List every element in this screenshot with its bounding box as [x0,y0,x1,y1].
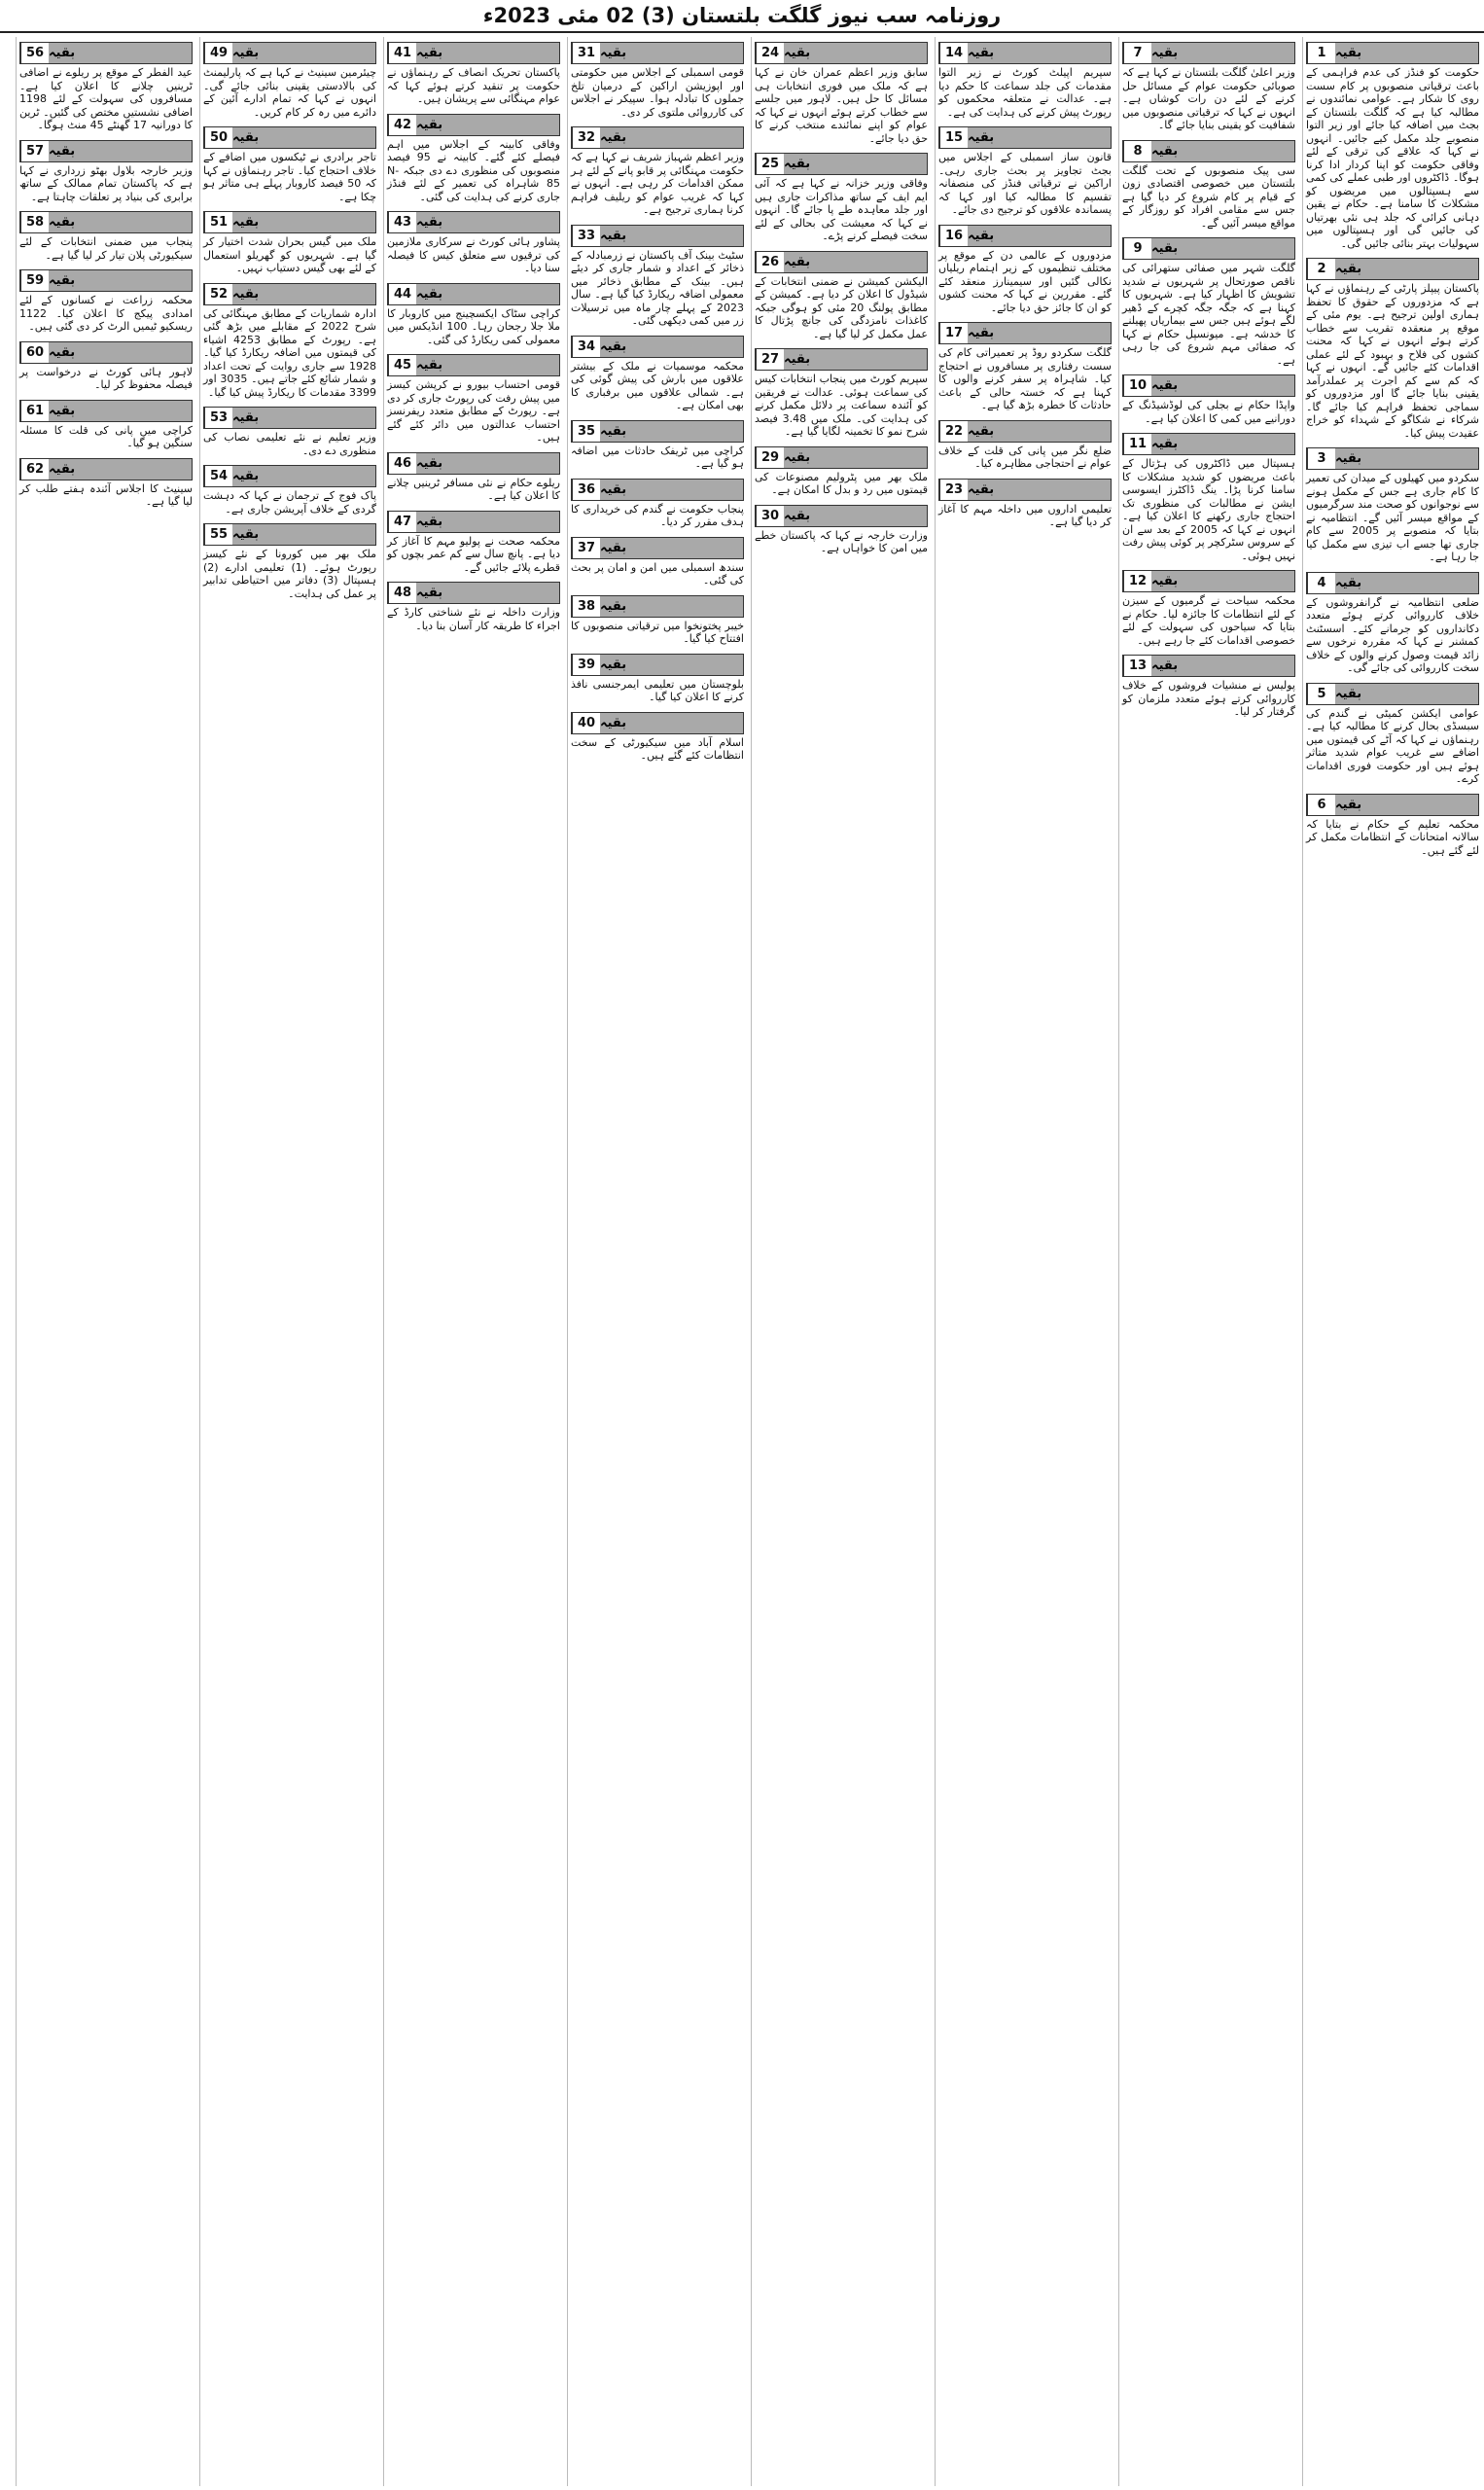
news-block [17,453,195,512]
continuation-label: بقیہ [784,154,927,174]
continuation-header [203,407,376,429]
news-block [568,415,747,474]
news-block [384,109,563,207]
continuation-label: بقیہ [968,323,1111,343]
news-block [200,402,379,460]
news-block [200,518,379,603]
continuation-header [938,322,1112,344]
block-number: 53 [204,408,232,428]
continuation-label: بقیہ [600,43,743,63]
news-block [200,278,379,403]
block-number: 5 [1307,684,1335,704]
news-block [752,343,931,442]
block-number: 56 [20,43,49,63]
article-text: وفاقی کابینہ کے اجلاس میں اہم فیصلے کئے گئے۔ کابینہ نے 95 فیصد منصوبوں کی منظوری دے دی جبکہ N-85 شاہراہ کی تعمیر کے لئے فنڈز جاری کرنے کی ہدایت کی گئی۔ [387,137,560,203]
continuation-header [571,479,744,501]
continuation-header [387,283,560,305]
news-block [1119,135,1298,233]
continuation-label: بقیہ [784,506,927,526]
continuation-header [1122,42,1295,64]
continuation-label: بقیہ [232,408,375,428]
article-text: الیکشن کمیشن نے ضمنی انتخابات کے شیڈول کا اعلان کر دیا ہے۔ کمیشن کے مطابق پولنگ 20 مئی کو ہوگی جبکہ کاغذات نامزدگی کی جانچ پڑتال کا عمل مکمل کر لیا گیا ہے۔ [755,274,928,340]
continuation-header [571,420,744,443]
article-text: قانون ساز اسمبلی کے اجلاس میں بجٹ تجاویز پر بحث جاری رہی۔ اراکین نے ترقیاتی فنڈز کی منصفانہ تقسیم کا مطالبہ کیا اور کہا کہ پسماندہ علاقوں کو ترجیح دی جائے۔ [938,151,1112,216]
continuation-header [203,283,376,305]
continuation-label: بقیہ [600,480,743,500]
block-number: 38 [572,596,600,617]
continuation-label: بقیہ [232,43,375,63]
news-block [17,206,195,265]
block-number: 62 [20,459,49,480]
continuation-label: بقیہ [1335,259,1478,279]
news-block [200,122,379,206]
article-text: بلوچستان میں تعلیمی ایمرجنسی نافذ کرنے کا اعلان کیا گیا۔ [571,677,744,703]
article-text: حکومت کو فنڈز کی عدم فراہمی کے باعث ترقیاتی منصوبوں پر کام سست روی کا شکار ہے۔ عوامی نمائندوں نے مطالبہ کیا ہے کہ گلگت بلتستان کے بجٹ میں اضافہ کیا جائے اور زیر التوا منصوبے جلد مکمل کیے جائیں۔ انہوں نے کہا کہ علاقے کی ترقی کے لئے وفاقی حکومت کو اپنا کردار ادا کرنا ہوگا۔ ڈاکٹروں اور طبی عملے کی کمی سے ہسپتالوں میں مریضوں کو مشکلات کا سامنا ہے۔ حکام نے یقین دہانی کرائی کہ جلد ہی نئی بھرتیاں کی جائیں گی اور ہسپتالوں میں سہولیات بہتر بنائی جائیں گی۔ [1306,66,1479,250]
news-block [17,265,195,337]
block-number: 41 [388,43,416,63]
continuation-label: بقیہ [49,342,192,363]
continuation-label: بقیہ [1335,795,1478,815]
continuation-header [755,505,928,527]
news-block [752,37,931,148]
continuation-header [387,42,560,64]
article-text: وزارت خارجہ نے کہا کہ پاکستان خطے میں امن کا خواہاں ہے۔ [755,528,928,554]
block-number: 22 [939,421,968,442]
block-number: 59 [20,270,49,291]
news-block [200,37,379,122]
news-block [936,37,1114,122]
news-block [200,206,379,278]
continuation-label: بقیہ [416,355,559,375]
article-text: سکردو میں کھیلوں کے میدان کی تعمیر کا کام جاری ہے جس کے مکمل ہونے سے نوجوانوں کو صحت مند سرگرمیوں کے مواقع میسر آئیں گے۔ انتظامیہ نے بتایا کہ منصوبے پر 2005 سے کام جاری تھا جسے اب تیزی سے مکمل کیا جا رہا ہے۔ [1306,472,1479,563]
block-number: 3 [1307,448,1335,469]
column-7 [199,37,379,2486]
continuation-header [19,140,193,162]
continuation-header [938,420,1112,443]
continuation-header [755,446,928,469]
block-number: 46 [388,453,416,474]
block-number: 49 [204,43,232,63]
article-text: پاک فوج کے ترجمان نے کہا کہ دہشت گردی کے خلاف آپریشن جاری ہے۔ [203,489,376,516]
continuation-label: بقیہ [1335,43,1478,63]
continuation-label: بقیہ [49,43,192,63]
article-text: سپریم کورٹ میں پنجاب انتخابات کیس کی سماعت ہوئی۔ عدالت نے فریقین کو آئندہ سماعت پر دلائل مکمل کرنے کی ہدایت کی۔ ملک میں 3.48 فیصد شرح نمو کا تخمینہ لگایا گیا ہے۔ [755,373,929,438]
continuation-label: بقیہ [968,421,1111,442]
article-text: محکمہ زراعت نے کسانوں کے لئے امدادی پیکج کا اعلان کیا۔ 1122 ریسکیو ٹیمیں الرٹ کر دی گئی ہیں۔ [19,294,193,333]
column-2 [1118,37,1298,2486]
block-number: 26 [756,252,784,272]
news-block [1119,232,1298,370]
continuation-label: بقیہ [1335,448,1478,469]
block-number: 55 [204,524,232,545]
article-text: قومی احتساب بیورو نے کرپشن کیسز میں پیش رفت کی رپورٹ جاری کر دی ہے۔ رپورٹ کے مطابق متعدد ریفرنسز احتساب عدالتوں میں دائر کئے گئے ہیں۔ [387,378,560,444]
continuation-header [387,114,560,136]
continuation-label: بقیہ [232,127,375,148]
continuation-label: بقیہ [416,212,559,232]
block-number: 30 [756,506,784,526]
article-text: وزیر خارجہ بلاول بھٹو زرداری نے کہا ہے کہ پاکستان تمام ممالک کے ساتھ برابری کی بنیاد پر تعلقات چاہتا ہے۔ [19,163,193,203]
block-number: 60 [20,342,49,363]
article-text: کراچی میں پانی کی قلت کا مسئلہ سنگین ہو گیا۔ [19,423,193,449]
continuation-header [19,211,193,233]
article-text: سی پیک منصوبوں کے تحت گلگت بلتستان میں خصوصی اقتصادی زون کے قیام پر کام شروع کر دیا گیا ہے جس سے مقامی افراد کو روزگار کے مواقع میسر آئیں گے۔ [1122,163,1295,230]
article-text: لاہور ہائی کورٹ نے درخواست پر فیصلہ محفوظ کر لیا۔ [19,365,193,391]
block-number: 13 [1123,656,1151,676]
continuation-label: بقیہ [49,212,192,232]
continuation-header [1122,374,1295,397]
block-number: 37 [572,538,600,558]
continuation-header [1122,433,1295,455]
news-block [384,577,563,635]
block-number: 39 [572,655,600,675]
continuation-label: بقیہ [1151,43,1294,63]
news-block [752,246,931,344]
article-text: محکمہ صحت نے پولیو مہم کا آغاز کر دیا ہے۔ پانچ سال سے کم عمر بچوں کو قطرے پلائے جائیں گے۔ [387,534,560,574]
continuation-header [571,42,744,64]
continuation-header [387,511,560,533]
continuation-header [571,654,744,676]
news-block [568,649,747,707]
continuation-label: بقیہ [784,43,927,63]
article-text: ضلعی انتظامیہ نے گرانفروشوں کے خلاف کارروائی کرتے ہوئے متعدد دکانداروں کو جرمانے کئے۔ اسسٹنٹ کمشنر نے کہا کہ مقررہ نرخوں سے زائد قیمت وصول کرنے والوں کے خلاف سخت کارروائی کی جائے گی۔ [1306,595,1479,674]
article-text: ریلوے حکام نے نئی مسافر ٹرینیں چلانے کا اعلان کیا ہے۔ [387,476,560,502]
article-text: چیئرمین سینیٹ نے کہا ہے کہ پارلیمنٹ کی بالادستی یقینی بنائی جائے گی۔ انہوں نے کہا کہ تمام ادارے آئین کے دائرے میں رہ کر کام کریں۔ [203,66,376,119]
article-text: سپریم اپیلٹ کورٹ نے زیر التوا مقدمات کی جلد سماعت کا حکم دیا ہے۔ عدالت نے متعلقہ محکموں کو رپورٹ پیش کرنے کی ہدایت کی ہے۔ [938,66,1112,119]
continuation-label: بقیہ [600,337,743,357]
article-text: محکمہ موسمیات نے ملک کے بیشتر علاقوں میں بارش کی پیش گوئی کی ہے۔ شمالی علاقوں میں برفباری کا بھی امکان ہے۔ [571,359,744,411]
masthead [0,0,1484,33]
article-text: ملک بھر میں کورونا کے نئے کیسز رپورٹ ہوئے۔ (1) تعلیمی ادارے (2) ہسپتال (3) دفاتر میں احتیاطی تدابیر پر عمل کی ہدایت۔ [203,548,377,600]
article-text: وزیر تعلیم نے نئے تعلیمی نصاب کی منظوری دے دی۔ [203,431,376,457]
news-block [384,206,563,278]
continuation-label: بقیہ [600,538,743,558]
block-number: 25 [756,154,784,174]
continuation-header [1122,655,1295,677]
news-block [752,442,931,500]
continuation-header [203,211,376,233]
continuation-header [19,269,193,292]
news-block [17,395,195,453]
continuation-label: بقیہ [968,226,1111,246]
continuation-label: بقیہ [49,141,192,161]
block-number: 54 [204,466,232,486]
news-block [1303,678,1482,789]
block-number: 32 [572,127,600,148]
continuation-header [938,42,1112,64]
continuation-label: بقیہ [1335,573,1478,593]
continuation-label: بقیہ [416,43,559,63]
article-text: پنجاب میں ضمنی انتخابات کے لئے سیکیورٹی پلان تیار کر لیا گیا ہے۔ [19,235,193,262]
continuation-label: بقیہ [1151,571,1294,591]
continuation-label: بقیہ [1335,684,1478,704]
continuation-header [203,465,376,487]
block-number: 27 [756,349,784,370]
continuation-header [938,479,1112,501]
continuation-header [1306,572,1479,594]
block-number: 7 [1123,43,1151,63]
news-block [384,349,563,447]
continuation-header [755,153,928,175]
article-text: وفاقی وزیر خزانہ نے کہا ہے کہ آئی ایم ایف کے ساتھ مذاکرات جاری ہیں اور جلد معاہدہ طے پا جائے گا۔ انہوں نے کہا کہ معیشت کی بحالی کے لئے سخت فیصلے کرنے پڑے۔ [755,177,928,242]
block-number: 36 [572,480,600,500]
continuation-label: بقیہ [1151,141,1294,161]
continuation-header [1306,683,1479,705]
article-text: پاکستان پیپلز پارٹی کے رہنماؤں نے کہا ہے کہ مزدوروں کے حقوق کا تحفظ ہماری اولین ترجیح ہے۔ یوم مئی کے موقع پر منعقدہ تقریب سے خطاب کرتے ہوئے انہوں نے کہا کہ محنت کشوں کی فلاح و بہبود کے لئے عملی اقدامات کئے جائیں گے۔ انہوں نے کہا کہ کم سے کم اجرت پر عملدرآمد یقینی بنایا جائے گا اور مزدوروں کو سماجی تحفظ فراہم کیا جائے گا۔ شرکاء نے شکاگو کے شہداء کو خراج عقیدت پیش کیا۔ [1306,282,1479,440]
continuation-label: بقیہ [49,459,192,480]
continuation-header [387,452,560,475]
block-number: 1 [1307,43,1335,63]
article-text: سٹیٹ بینک آف پاکستان نے زرمبادلہ کے ذخائر کے اعداد و شمار جاری کر دیئے ہیں۔ بینک کے مطابق ذخائر میں معمولی اضافہ ریکارڈ کیا گیا ہے۔ سال 2023 کے پہلے چار ماہ میں ترسیلات زر میں کمی دیکھی گئی۔ [571,248,744,327]
continuation-header [19,458,193,480]
block-number: 34 [572,337,600,357]
continuation-label: بقیہ [600,713,743,733]
article-text: گلگت شہر میں صفائی ستھرائی کی ناقص صورتحال پر شہریوں نے شدید تشویش کا اظہار کیا ہے۔ شہریوں کا کہنا ہے کہ جگہ جگہ کچرے کے ڈھیر لگے ہوئے ہیں جس سے بیماریاں پھیلنے کا خدشہ ہے۔ میونسپل حکام نے کہا کہ صفائی مہم شروع کی جا رہی ہے۔ [1122,262,1295,367]
news-block [1119,650,1298,722]
news-block [936,415,1114,474]
block-number: 57 [20,141,49,161]
news-block [752,500,931,558]
article-text: پشاور ہائی کورٹ نے سرکاری ملازمین کی ترقیوں سے متعلق کیس کا فیصلہ سنا دیا۔ [387,235,560,274]
block-number: 42 [388,115,416,135]
block-number: 9 [1123,238,1151,259]
news-block [384,506,563,578]
continuation-label: بقیہ [416,284,559,304]
news-block [17,37,195,135]
news-block [568,122,747,220]
article-text: گلگت سکردو روڈ پر تعمیراتی کام کی سست رفتاری پر مسافروں نے احتجاج کیا۔ شاہراہ پر سفر کرنے والوں کا کہنا ہے کہ خستہ حالی کے باعث حادثات کا خطرہ بڑھ گیا ہے۔ [938,346,1112,411]
continuation-label: بقیہ [968,480,1111,500]
continuation-label: بقیہ [784,349,927,370]
continuation-label: بقیہ [416,512,559,532]
article-text: پاکستان تحریک انصاف کے رہنماؤں نے حکومت پر تنقید کرتے ہوئے کہا کہ عوام مہنگائی سے پریشان ہیں۔ [387,66,560,105]
article-text: ملک بھر میں پٹرولیم مصنوعات کی قیمتوں میں رد و بدل کا امکان ہے۔ [755,470,928,496]
continuation-label: بقیہ [49,270,192,291]
continuation-header [1306,447,1479,470]
block-number: 51 [204,212,232,232]
continuation-header [571,336,744,358]
continuation-label: بقیہ [1151,434,1294,454]
continuation-header [203,42,376,64]
block-number: 52 [204,284,232,304]
column-6 [383,37,563,2486]
news-block [1303,253,1482,443]
column-8 [16,37,195,2486]
article-text: مزدوروں کے عالمی دن کے موقع پر مختلف تنظیموں کے زیر اہتمام ریلیاں نکالی گئیں اور سیمینارز منعقد کئے گئے۔ مقررین نے کہا کہ محنت کشوں کو ان کا جائز حق دیا جائے۔ [938,248,1112,314]
block-number: 50 [204,127,232,148]
continuation-label: بقیہ [968,127,1111,148]
continuation-label: بقیہ [49,401,192,421]
continuation-label: بقیہ [968,43,1111,63]
article-text: واپڈا حکام نے بجلی کی لوڈشیڈنگ کے دورانیے میں کمی کا اعلان کیا ہے۔ [1122,399,1295,425]
article-text: قومی اسمبلی کے اجلاس میں حکومتی اور اپوزیشن اراکین کے درمیان تلخ جملوں کا تبادلہ ہوا۔ سپیکر نے اجلاس کی کارروائی ملتوی کر دی۔ [571,66,744,119]
continuation-header [571,126,744,149]
news-block [200,460,379,518]
news-block [568,532,747,590]
article-text: سندھ اسمبلی میں امن و امان پر بحث کی گئی۔ [571,560,744,587]
continuation-label: بقیہ [784,447,927,468]
news-block [568,331,747,415]
block-number: 4 [1307,573,1335,593]
article-text: تعلیمی اداروں میں داخلہ مہم کا آغاز کر دیا گیا ہے۔ [938,502,1112,528]
continuation-header [203,126,376,149]
block-number: 35 [572,421,600,442]
block-number: 23 [939,480,968,500]
news-block [17,337,195,395]
article-text: وزیر اعظم شہباز شریف نے کہا ہے کہ حکومت مہنگائی پر قابو پانے کے لئے ہر ممکن اقدامات کر رہی ہے۔ انہوں نے کہا کہ غریب عوام کو ریلیف فراہم کرنا ہماری ترجیح ہے۔ [571,151,744,216]
block-number: 16 [939,226,968,246]
article-text: ادارہ شماریات کے مطابق مہنگائی کی شرح 2022 کے مقابلے میں بڑھ گئی ہے۔ رپورٹ کے مطابق 4253 اشیاء کی قیمتوں میں اضافہ ریکارڈ کیا گیا۔ 1928 سے جاری روایت کے تحت اعداد و شمار شائع کئے جاتے ہیں۔ 3035 اور 3399 مقدمات کا ریکارڈ پیش کیا گیا۔ [203,306,377,399]
continuation-header [571,712,744,734]
continuation-header [1122,237,1295,260]
news-block [1303,443,1482,567]
block-number: 33 [572,226,600,246]
continuation-label: بقیہ [232,524,375,545]
article-text: وزارت داخلہ نے نئے شناختی کارڈ کے اجراء کا طریقہ کار آسان بنا دیا۔ [387,606,560,632]
block-number: 2 [1307,259,1335,279]
continuation-header [1122,140,1295,162]
continuation-label: بقیہ [416,115,559,135]
article-text: محکمہ سیاحت نے گرمیوں کے سیزن کے لئے انتظامات کا جائزہ لیا۔ حکام نے بتایا کہ سیاحوں کی سہولت کے لئے خصوصی اقدامات کئے جا رہے ہیں۔ [1122,594,1295,647]
block-number: 11 [1123,434,1151,454]
block-number: 43 [388,212,416,232]
continuation-header [938,126,1112,149]
block-number: 45 [388,355,416,375]
news-block [1119,370,1298,428]
continuation-label: بقیہ [1151,238,1294,259]
column-3 [935,37,1114,2486]
continuation-label: بقیہ [232,212,375,232]
article-text: اسلام آباد میں سیکیورٹی کے سخت انتظامات کئے گئے ہیں۔ [571,735,744,762]
news-block [1303,37,1482,253]
continuation-header [387,354,560,376]
continuation-header [755,42,928,64]
news-block [1303,567,1482,678]
block-number: 24 [756,43,784,63]
continuation-header [387,211,560,233]
news-block [1119,565,1298,650]
news-block [568,590,747,649]
block-number: 44 [388,284,416,304]
article-text: سینیٹ کا اجلاس آئندہ ہفتے طلب کر لیا گیا ہے۔ [19,481,193,508]
continuation-header [571,537,744,559]
news-block [568,707,747,765]
continuation-header [387,582,560,604]
continuation-label: بقیہ [416,453,559,474]
continuation-label: بقیہ [600,421,743,442]
continuation-label: بقیہ [600,655,743,675]
article-text: وزیر اعلیٰ گلگت بلتستان نے کہا ہے کہ صوبائی حکومت عوام کے مسائل حل کرنے کے لئے دن رات کوشاں ہے۔ انہوں نے کہا کہ ترقیاتی منصوبوں میں شفافیت کو یقینی بنایا جائے گا۔ [1122,66,1295,131]
continuation-header [203,523,376,546]
continuation-label: بقیہ [600,127,743,148]
news-block [1119,428,1298,565]
block-number: 29 [756,447,784,468]
continuation-label: بقیہ [232,284,375,304]
news-block [936,122,1114,220]
continuation-header [755,348,928,371]
block-number: 10 [1123,375,1151,396]
block-number: 31 [572,43,600,63]
continuation-label: بقیہ [784,252,927,272]
article-text: کراچی سٹاک ایکسچینج میں کاروبار کا ملا جلا رجحان رہا۔ 100 انڈیکس میں معمولی کمی ریکارڈ کی گئی۔ [387,306,560,346]
continuation-header [755,251,928,273]
news-block [568,220,747,331]
column-1 [1302,37,1482,2486]
article-text: کراچی میں ٹریفک حادثات میں اضافہ ہو گیا ہے۔ [571,444,744,470]
article-text: عید الفطر کے موقع پر ریلوے نے اضافی ٹرینیں چلانے کا اعلان کیا ہے۔ مسافروں کی سہولت کے لئے 1198 اضافی نشستیں مختص کی گئیں۔ ٹرین کا دورانیہ 17 گھنٹے 45 منٹ ہوگا۔ [19,66,193,131]
block-number: 61 [20,401,49,421]
article-text: عوامی ایکشن کمیٹی نے گندم کی سبسڈی بحال کرنے کا مطالبہ کیا ہے۔ رہنماؤں نے کہا کہ آٹے کی قیمتوں میں اضافے سے غریب عوام شدید متاثر ہوئے ہیں اور حکومت فوری اقدامات کرے۔ [1306,706,1479,785]
continuation-header [571,225,744,247]
continuation-header [571,595,744,618]
column-4 [751,37,931,2486]
masthead-title: روزنامہ سب نیوز گلگت بلتستان (3) 02 مئی 2023ء [482,4,1002,27]
continuation-label: بقیہ [600,596,743,617]
news-block [568,37,747,122]
article-text: محکمہ تعلیم کے حکام نے بتایا کہ سالانہ امتحانات کے انتظامات مکمل کر لئے گئے ہیں۔ [1306,817,1479,857]
continuation-label: بقیہ [232,466,375,486]
columns-container [0,37,1484,2486]
continuation-header [19,400,193,422]
news-block [1303,789,1482,861]
block-number: 47 [388,512,416,532]
continuation-header [1122,570,1295,592]
block-number: 48 [388,583,416,603]
block-number: 8 [1123,141,1151,161]
continuation-label: بقیہ [416,583,559,603]
news-block [936,317,1114,415]
news-block [936,474,1114,532]
block-number: 14 [939,43,968,63]
block-number: 12 [1123,571,1151,591]
block-number: 6 [1307,795,1335,815]
article-text: خیبر پختونخوا میں ترقیاتی منصوبوں کا افتتاح کیا گیا۔ [571,619,744,645]
continuation-header [19,42,193,64]
news-block [568,474,747,532]
block-number: 58 [20,212,49,232]
article-text: تاجر برادری نے ٹیکسوں میں اضافے کے خلاف احتجاج کیا۔ تاجر رہنماؤں نے کہا کہ 50 فیصد کاروبار پہلے ہی متاثر ہو چکا ہے۔ [203,151,376,203]
continuation-header [19,341,193,364]
news-block [384,37,563,109]
continuation-header [1306,42,1479,64]
continuation-header [1306,794,1479,816]
continuation-label: بقیہ [1151,656,1294,676]
block-number: 15 [939,127,968,148]
block-number: 17 [939,323,968,343]
block-number: 40 [572,713,600,733]
continuation-header [938,225,1112,247]
news-block [17,135,195,207]
article-text: ہسپتال میں ڈاکٹروں کی ہڑتال کے باعث مریضوں کو شدید مشکلات کا سامنا کرنا پڑا۔ ینگ ڈاکٹرز ایسوسی ایشن نے مطالبات کی منظوری تک احتجاج جاری رکھنے کا اعلان کیا ہے۔ انہوں نے کہا کہ 2005 کے بعد سے ان کے سروس سٹرکچر پر کوئی پیش رفت نہیں ہوئی۔ [1122,457,1295,562]
article-text: ملک میں گیس بحران شدت اختیار کر گیا ہے۔ شہریوں کو گھریلو استعمال کے لئے بھی گیس دستیاب نہیں۔ [203,235,376,274]
article-text: سابق وزیر اعظم عمران خان نے کہا ہے کہ ملک میں فوری انتخابات ہی مسائل کا حل ہیں۔ لاہور میں جلسے سے خطاب کرتے ہوئے انہوں نے کہا کہ عوام کو اپنے نمائندے منتخب کرنے کا حق دیا جائے۔ [755,66,928,145]
continuation-label: بقیہ [1151,375,1294,396]
article-text: پنجاب حکومت نے گندم کی خریداری کا ہدف مقرر کر دیا۔ [571,502,744,528]
continuation-label: بقیہ [600,226,743,246]
column-5 [567,37,747,2486]
article-text: ضلع نگر میں پانی کی قلت کے خلاف عوام نے احتجاجی مظاہرہ کیا۔ [938,444,1112,470]
news-block [384,278,563,350]
article-text: پولیس نے منشیات فروشوں کے خلاف کارروائی کرتے ہوئے متعدد ملزمان کو گرفتار کر لیا۔ [1122,679,1295,718]
news-block [384,447,563,506]
continuation-header [1306,258,1479,280]
news-block [752,148,931,246]
news-block [1119,37,1298,135]
news-block [936,220,1114,318]
